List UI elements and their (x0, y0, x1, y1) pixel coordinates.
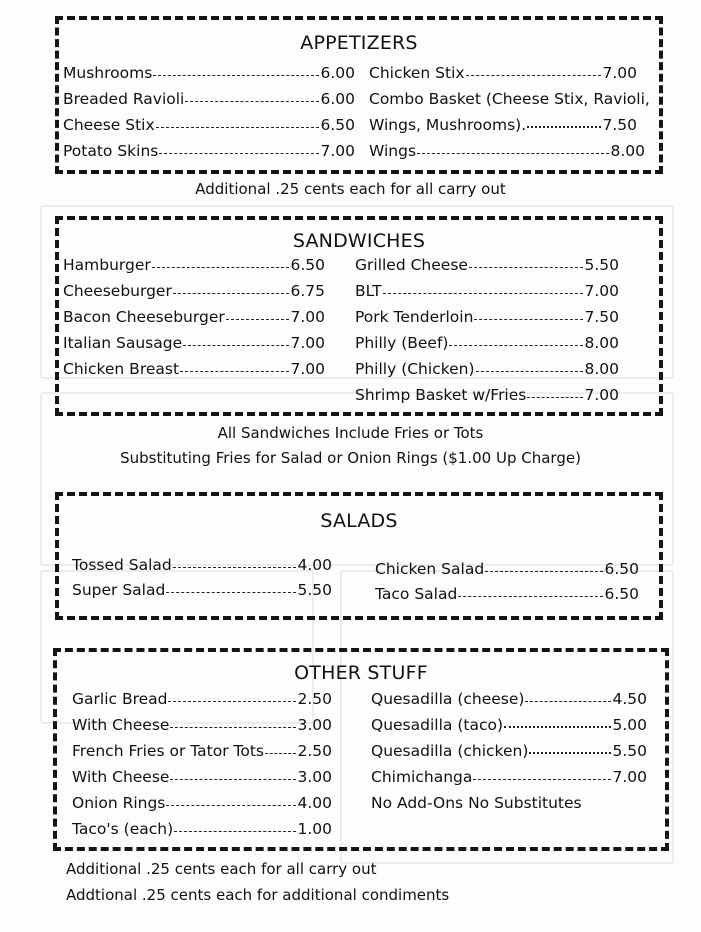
menu-item: Potato Skins 7.00 (63, 142, 355, 160)
footer-condiments-note: Addtional .25 cents each for additional condiments (66, 886, 450, 904)
menu-item: Pork Tenderloin 7.50 (355, 308, 619, 326)
sandwiches-section (55, 216, 663, 416)
menu-item: Wings 8.00 (369, 142, 645, 160)
menu-item: Philly (Chicken) 8.00 (355, 360, 619, 378)
menu-item: Quesadilla (cheese) 4.50 (371, 690, 647, 708)
menu-item: Cheeseburger 6.75 (63, 282, 325, 300)
section-title: SANDWICHES (292, 230, 426, 252)
menu-item: Taco Salad 6.50 (375, 585, 639, 603)
menu-item: BLT 7.00 (355, 282, 619, 300)
menu-item: Garlic Bread 2.50 (72, 690, 332, 708)
footer-carry-out-note: Additional .25 cents each for all carry out (66, 860, 377, 878)
menu-item: With Cheese 3.00 (72, 716, 332, 734)
menu-item: Cheese Stix 6.50 (63, 116, 355, 134)
section-title: OTHER STUFF (294, 662, 428, 684)
sandwich-note: All Sandwiches Include Fries or Tots (217, 424, 484, 442)
menu-item: Bacon Cheeseburger 7.00 (63, 308, 325, 326)
no-substitutes-note: No Add-Ons No Substitutes (371, 794, 582, 812)
menu-item: Quesadilla (chicken) 5.50 (371, 742, 647, 760)
section-title: APPETIZERS (300, 32, 418, 54)
menu-item: Quesadilla (taco) 5.00 (371, 716, 647, 734)
appetizers-section (55, 16, 663, 174)
menu-item: Wings, Mushrooms). 7.50 (369, 116, 637, 134)
menu-item: French Fries or Tator Tots 2.50 (72, 742, 332, 760)
salads-section (55, 492, 663, 620)
menu-item: Tossed Salad 4.00 (72, 556, 332, 574)
menu-item: Combo Basket (Cheese Stix, Ravioli, (369, 90, 650, 108)
menu-item: Onion Rings 4.00 (72, 794, 332, 812)
menu-item: Chicken Breast 7.00 (63, 360, 325, 378)
menu-item: Breaded Ravioli 6.00 (63, 90, 355, 108)
menu-item: Super Salad 5.50 (72, 581, 332, 599)
substitution-note: Substituting Fries for Salad or Onion Rings ($1.00 Up Charge) (120, 449, 581, 467)
other-stuff-section (53, 648, 669, 851)
menu-item: Taco's (each) 1.00 (72, 820, 332, 838)
menu-item: Chicken Stix 7.00 (369, 64, 637, 82)
menu-item: Chimichanga 7.00 (371, 768, 647, 786)
menu-item: Italian Sausage 7.00 (63, 334, 325, 352)
menu-item: Shrimp Basket w/Fries 7.00 (355, 386, 619, 404)
carry-out-note: Additional .25 cents each for all carry out (195, 180, 506, 198)
menu-item: Chicken Salad 6.50 (375, 560, 639, 578)
menu-item: Grilled Cheese 5.50 (355, 256, 619, 274)
menu-item: Philly (Beef) 8.00 (355, 334, 619, 352)
menu-item: Hamburger 6.50 (63, 256, 325, 274)
section-title: SALADS (320, 510, 398, 532)
menu-item: Mushrooms 6.00 (63, 64, 355, 82)
menu-item: With Cheese 3.00 (72, 768, 332, 786)
